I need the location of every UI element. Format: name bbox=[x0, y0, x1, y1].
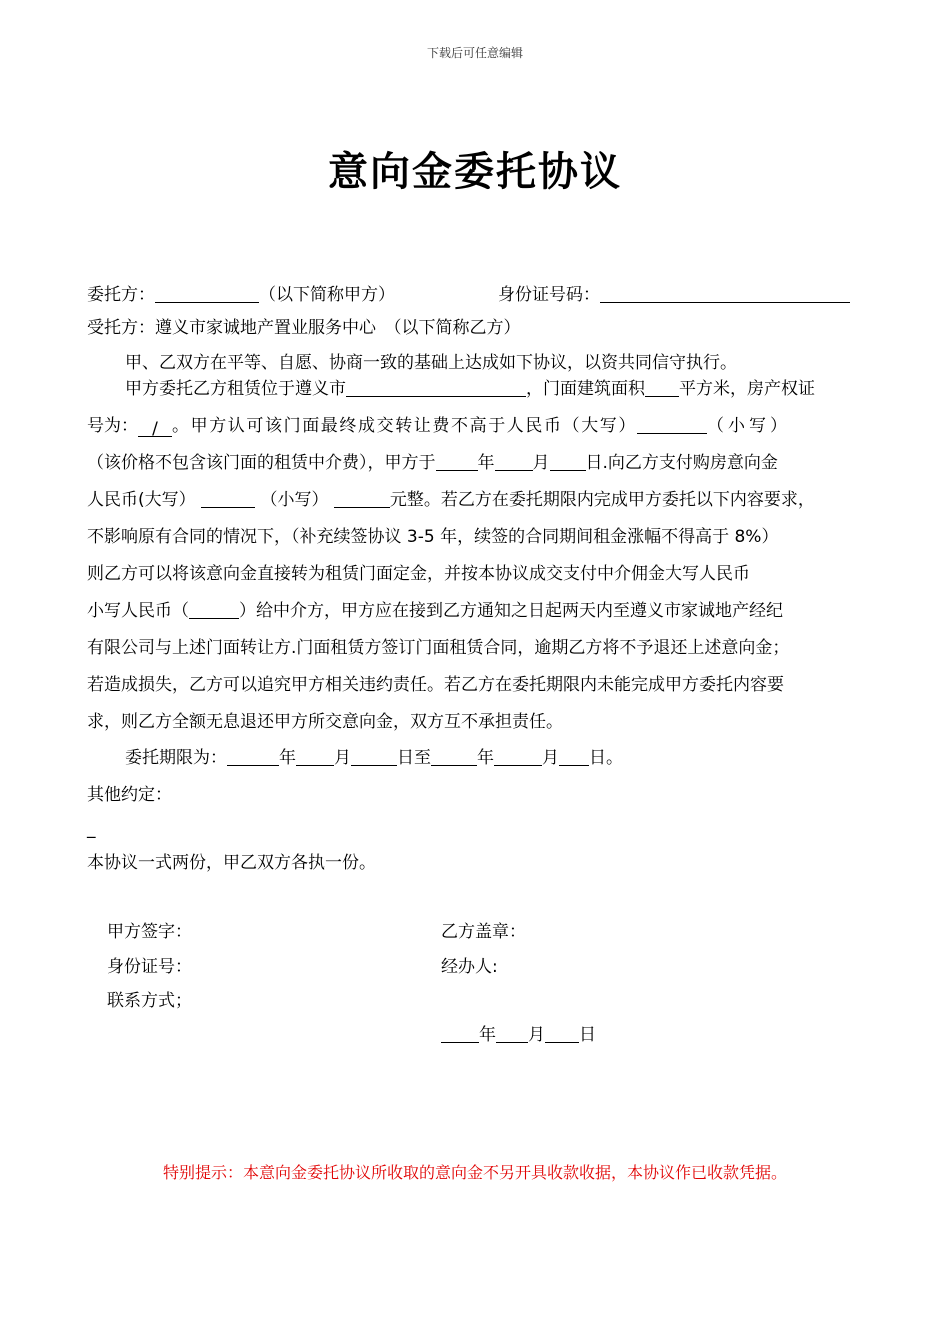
party-a-row bbox=[87, 284, 395, 306]
body-line-4: 人民币(大写） （小写） 元整。若乙方在委托期限内完成甲方委托以下内容要求， bbox=[87, 490, 815, 510]
party-a-id-label: 身份证号码： bbox=[498, 285, 600, 305]
signature-date: 年 月 日 bbox=[441, 1024, 596, 1046]
other-terms-label: 其他约定： bbox=[87, 785, 172, 805]
paragraph-intro: 甲、乙双方在平等、自愿、协商一致的基础上达成如下协议，以资共同信守执行。 bbox=[125, 353, 737, 373]
body-line-5: 不影响原有合同的情况下，（补充续签协议 3-5 年，续签的合同期间租金涨幅不得高于 8%） bbox=[87, 527, 779, 547]
term-row: 委托期限为： 年 月 日至 年 月 日。 bbox=[125, 748, 623, 768]
body-line-6: 则乙方可以将该意向金直接转为租赁门面定金，并按本协议成交支付中介佣金大写人民币 bbox=[87, 564, 750, 584]
body-line-8: 有限公司与上述门面转让方.门面租赁方签订门面租赁合同，逾期乙方将不予退还上述意向金； bbox=[87, 638, 790, 658]
price-upper-blank bbox=[637, 415, 707, 434]
special-notice: 特别提示：本意向金委托协议所收取的意向金不另开具收款收据，本协议作已收款凭据。 bbox=[162, 1163, 787, 1182]
party-a-contact-label: 联系方式； bbox=[107, 991, 192, 1011]
location-blank bbox=[346, 378, 526, 397]
body-line-7: 小写人民币（ ）给中介方，甲方应在接到乙方通知之日起两天内至遵义市家诚地产经纪 bbox=[87, 601, 783, 621]
party-b-row: 受托方：遵义市家诚地产置业服务中心 （以下简称乙方） bbox=[87, 318, 521, 338]
area-blank bbox=[645, 378, 679, 397]
header-note: 下载后可任意编辑 bbox=[426, 46, 523, 60]
copies-statement: 本协议一式两份，甲乙双方各执一份。 bbox=[87, 853, 376, 873]
certificate-number: / bbox=[138, 418, 172, 437]
party-b-agent-label: 经办人: bbox=[441, 957, 498, 977]
party-a-name-blank bbox=[155, 284, 259, 303]
party-a-id-number-label: 身份证号： bbox=[107, 957, 192, 977]
party-a-id-row bbox=[498, 284, 850, 306]
body-line-3: （该价格不包含该门面的租赁中介费），甲方于 年 月 日.向乙方支付购房意向金 bbox=[87, 453, 778, 473]
party-a-suffix: （以下简称甲方） bbox=[259, 285, 395, 305]
party-a-id-blank bbox=[600, 284, 850, 303]
body-line-10: 求，则乙方全额无息退还甲方所交意向金，双方互不承担责任。 bbox=[87, 712, 563, 732]
body-line-1: 甲方委托乙方租赁位于遵义市 ，门面建筑面积 平方米，房产权证 bbox=[125, 379, 815, 399]
body-line-2: 号为： / 。甲方认可该门面最终成交转让费不高于人民币（大写） （小写） bbox=[87, 416, 791, 439]
party-a-signature-label: 甲方签字： bbox=[107, 922, 192, 942]
document-title: 意向金委托协议 bbox=[328, 149, 622, 195]
other-terms-blank: _ bbox=[87, 819, 96, 839]
party-b-seal-label: 乙方盖章： bbox=[441, 922, 526, 942]
body-line-9: 若造成损失，乙方可以追究甲方相关违约责任。若乙方在委托期限内未能完成甲方委托内容要 bbox=[87, 675, 784, 695]
party-a-label: 委托方： bbox=[87, 285, 155, 305]
